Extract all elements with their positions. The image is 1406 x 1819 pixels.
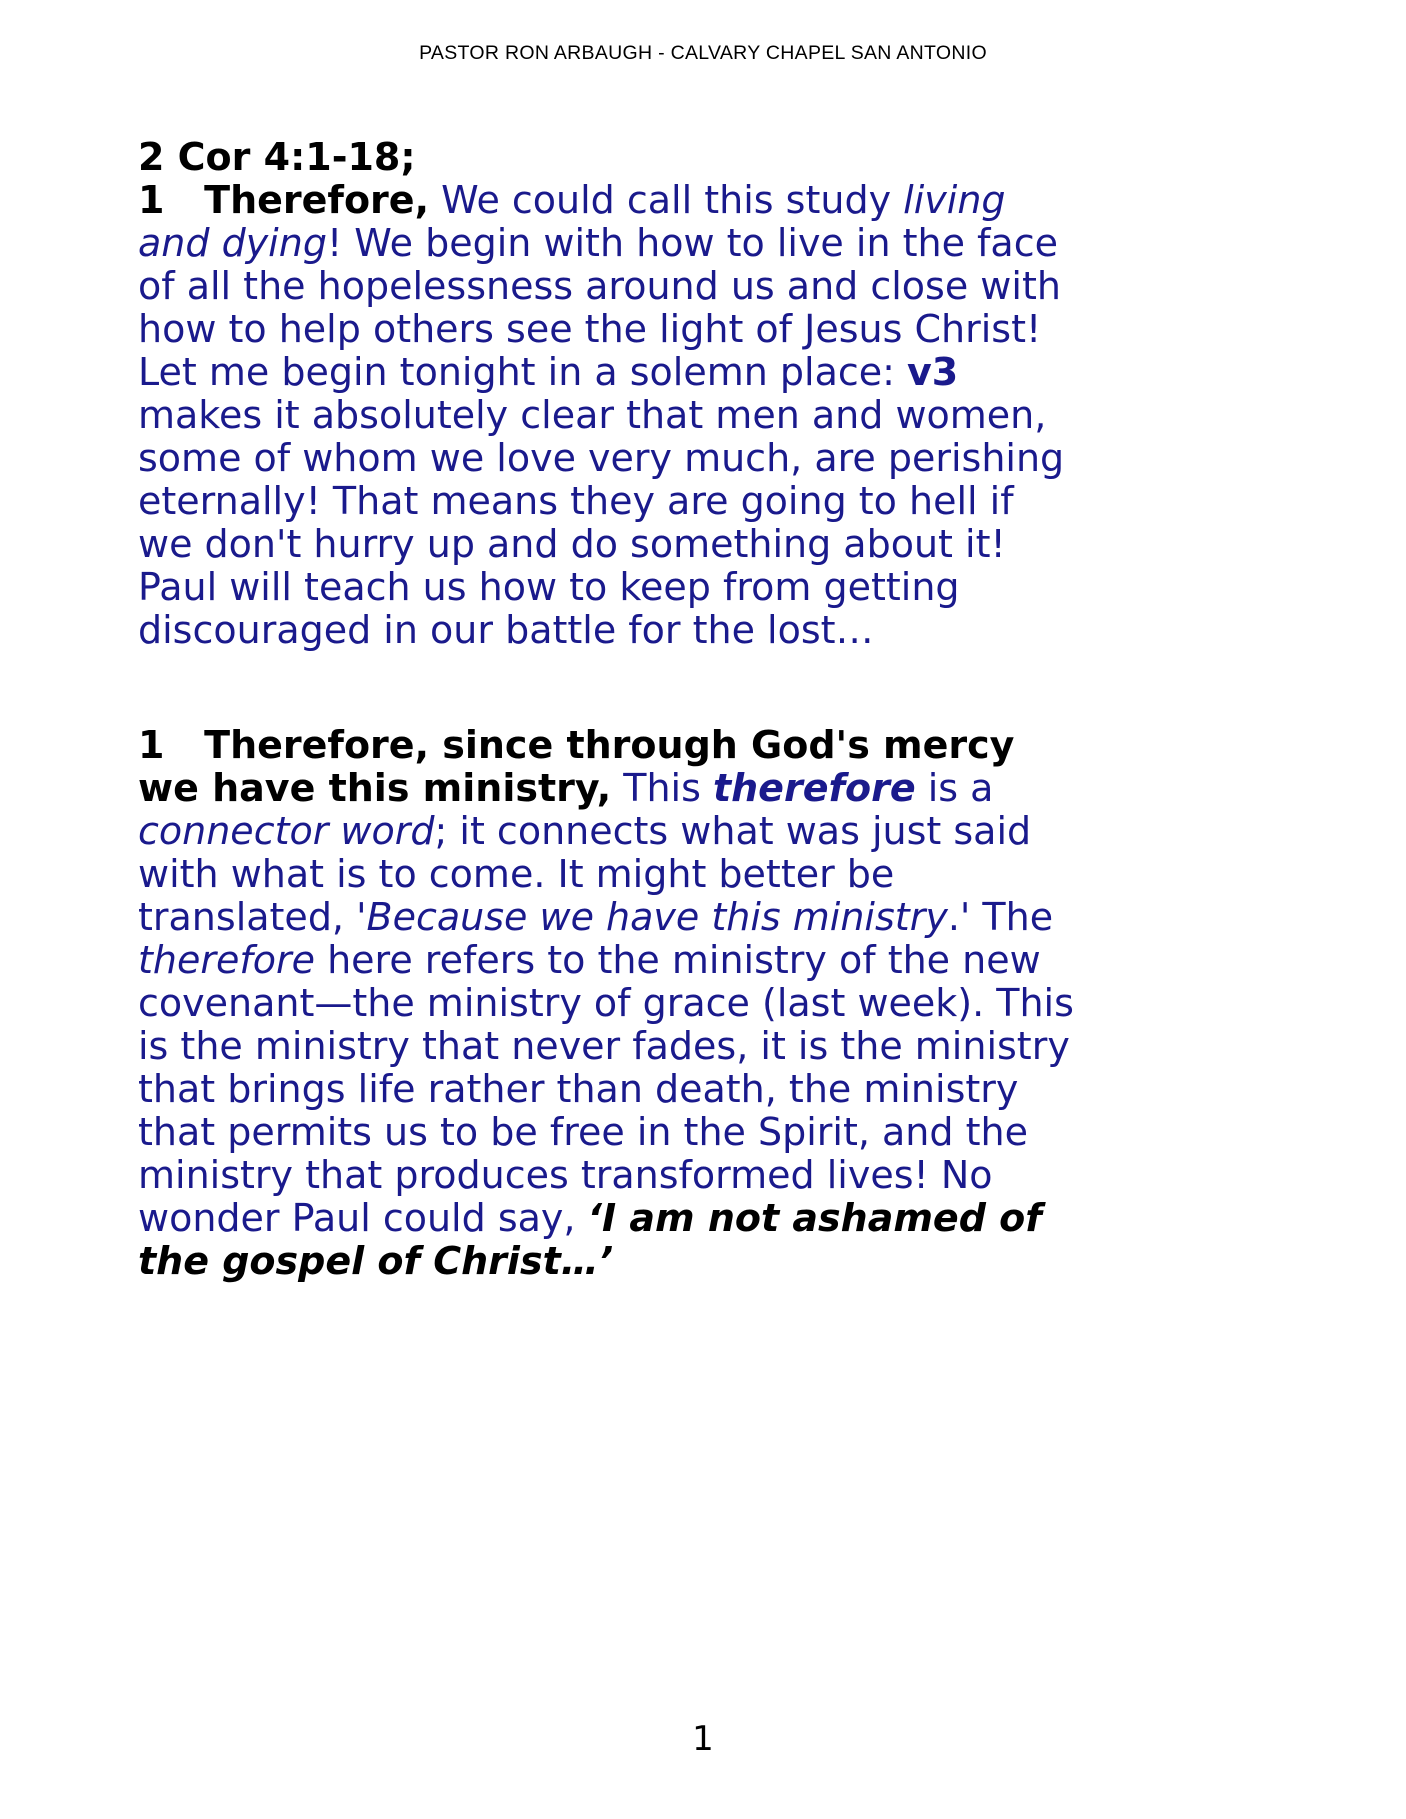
para2-italic-therefore-2: therefore	[138, 938, 315, 982]
quote-ellipsis: …	[560, 1239, 599, 1283]
verse-number-1: 1	[138, 178, 165, 222]
para2-bolditalic-therefore: therefore	[712, 766, 916, 810]
para2-run-5: here refers to the ministry of the new covenant—the ministry of grace (last week). This is the ministry that never fades, it is the ministry that brings life rather than death, the ministry that permits us to be free in the Spirit, and the ministry that produces transformed lives! No wonder Paul could say,	[138, 938, 1074, 1240]
verse-lead-therefore: Therefore,	[204, 178, 430, 222]
scripture-reference-heading	[138, 136, 1078, 179]
para2-run-4: .' The	[947, 895, 1054, 939]
verse-number-2: 1	[138, 723, 165, 767]
para1-bold-v3: v3	[907, 350, 959, 394]
para2-run-2: is a	[915, 766, 994, 810]
verse-lead-ministry: Therefore, since through God's mercy we have this ministry,	[138, 723, 1015, 810]
quote-open-mark: ‘	[587, 1196, 602, 1240]
para2-italic-because-we-have: 'Because we have this ministry	[356, 895, 948, 939]
para2-run-3: ; it connects what was just said with what is to come. It might better be translated,	[138, 809, 1032, 939]
page-number: 1	[692, 1719, 714, 1759]
paragraph-spacer	[138, 652, 1078, 724]
document-body	[138, 136, 1078, 1283]
running-head: PASTOR RON ARBAUGH - CALVARY CHAPEL SAN ANTONIO	[419, 42, 987, 64]
para1-run-2: ! We begin with how to live in the face of all the hopelessness around us and close with how to help others see the light of Jesus Christ! Let me begin tonight in a solemn place:	[138, 221, 1061, 394]
para2-quote-gospel: I am not ashamed of the gospel of Christ	[138, 1196, 1042, 1283]
paragraph-two	[138, 724, 1078, 1283]
para1-run-1: We could call this study	[429, 178, 904, 222]
para2-italic-connector-word: connector word	[138, 809, 435, 853]
scripture-reference-text: 2 Cor 4:1-18;	[138, 135, 416, 179]
quote-close-mark: ’	[598, 1239, 614, 1283]
para1-italic-living-and-dying: living and dying	[138, 178, 1006, 265]
paragraph-one	[138, 179, 1078, 652]
para2-run-1: This	[611, 766, 713, 810]
para1-run-3: makes it absolutely clear that men and women, some of whom we love very much, are perishing eternally! That means they are going to hell if we don't hurry up and do something about it! Paul will teach us how to keep from getting discouraged in our battle for the lost…	[138, 393, 1065, 652]
